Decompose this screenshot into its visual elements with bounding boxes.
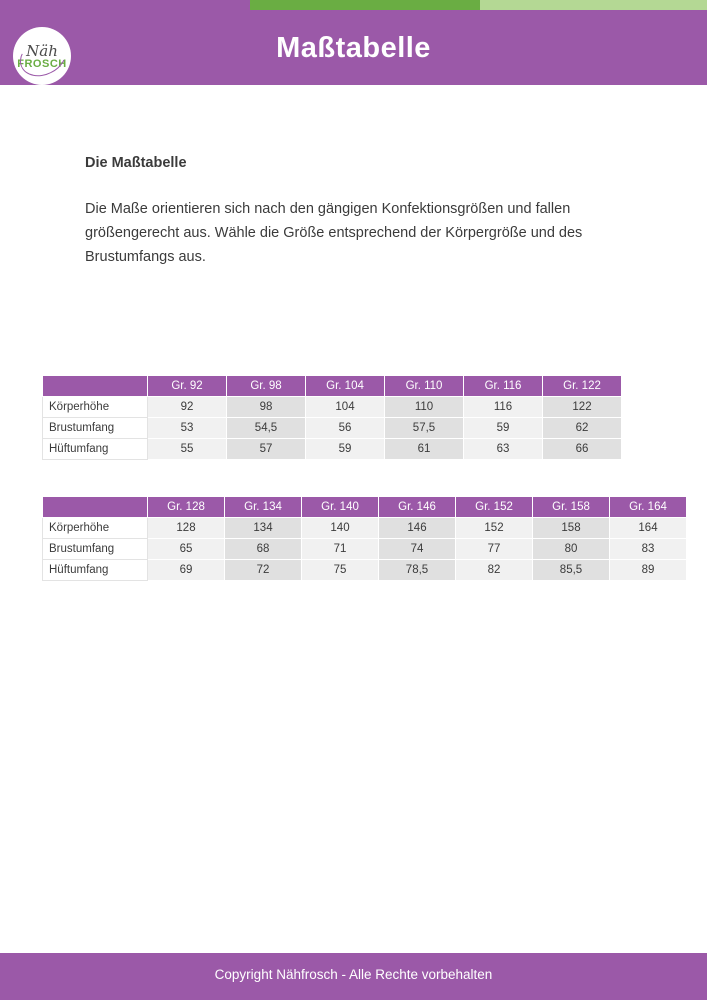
measurement-table-sizes-92-122 <box>42 375 622 460</box>
table-cell: 152 <box>456 518 533 539</box>
table-cell: 57,5 <box>385 418 464 439</box>
measurement-table-sizes-128-164 <box>42 496 687 581</box>
stripe-green-light <box>480 0 707 10</box>
table-cell: 53 <box>148 418 227 439</box>
table-cell: 59 <box>306 439 385 460</box>
column-header: Gr. 104 <box>306 376 385 397</box>
table-corner-cell <box>43 497 148 518</box>
row-label: Körperhöhe <box>43 518 148 539</box>
row-label: Hüftumfang <box>43 560 148 581</box>
table-cell: 69 <box>148 560 225 581</box>
page-footer <box>0 953 707 1000</box>
table-cell: 65 <box>148 539 225 560</box>
table-cell: 61 <box>385 439 464 460</box>
logo-word-text: FROSCH <box>17 58 67 70</box>
table-cell: 55 <box>148 439 227 460</box>
table-cell: 110 <box>385 397 464 418</box>
column-header: Gr. 92 <box>148 376 227 397</box>
table-cell: 71 <box>302 539 379 560</box>
page-header <box>0 10 707 85</box>
table-cell: 56 <box>306 418 385 439</box>
table-cell: 80 <box>533 539 610 560</box>
page-title: Maßtabelle <box>276 32 431 64</box>
table-cell: 62 <box>543 418 622 439</box>
table-header-row <box>43 497 687 518</box>
footer-copyright-text: Copyright Nähfrosch - Alle Rechte vorbehalten <box>214 967 493 982</box>
table-cell: 66 <box>543 439 622 460</box>
table-row <box>43 560 687 581</box>
column-header: Gr. 152 <box>456 497 533 518</box>
table-header-row <box>43 376 622 397</box>
table-cell: 140 <box>302 518 379 539</box>
column-header: Gr. 122 <box>543 376 622 397</box>
table-cell: 89 <box>610 560 687 581</box>
table-cell: 72 <box>225 560 302 581</box>
table-row <box>43 439 622 460</box>
table-row <box>43 397 622 418</box>
row-label: Brustumfang <box>43 539 148 560</box>
table-cell: 85,5 <box>533 560 610 581</box>
table-cell: 74 <box>379 539 456 560</box>
row-label: Brustumfang <box>43 418 148 439</box>
table-cell: 104 <box>306 397 385 418</box>
column-header: Gr. 110 <box>385 376 464 397</box>
table-cell: 92 <box>148 397 227 418</box>
table-cell: 78,5 <box>379 560 456 581</box>
column-header: Gr. 164 <box>610 497 687 518</box>
column-header: Gr. 134 <box>225 497 302 518</box>
table-cell: 68 <box>225 539 302 560</box>
header-accent-stripes <box>0 0 707 10</box>
column-header: Gr. 98 <box>227 376 306 397</box>
row-label: Körperhöhe <box>43 397 148 418</box>
table-cell: 82 <box>456 560 533 581</box>
table-cell: 77 <box>456 539 533 560</box>
intro-paragraph: Die Maße orientieren sich nach den gängigen Konfektionsgrößen und fallen größengerecht aus. Wähle die Größe entsprechend der Körpergröße und des Brustumfangs aus. <box>85 201 583 265</box>
table-cell: 83 <box>610 539 687 560</box>
table-cell: 134 <box>225 518 302 539</box>
table-cell: 164 <box>610 518 687 539</box>
column-header: Gr. 128 <box>148 497 225 518</box>
table-cell: 128 <box>148 518 225 539</box>
table-cell: 158 <box>533 518 610 539</box>
table-corner-cell <box>43 376 148 397</box>
column-header: Gr. 158 <box>533 497 610 518</box>
column-header: Gr. 140 <box>302 497 379 518</box>
table-row <box>43 518 687 539</box>
section-heading: Die Maßtabelle <box>85 155 187 171</box>
row-label: Hüftumfang <box>43 439 148 460</box>
table-cell: 63 <box>464 439 543 460</box>
table-cell: 98 <box>227 397 306 418</box>
table-cell: 57 <box>227 439 306 460</box>
stripe-green-dark <box>250 0 480 10</box>
table-row <box>43 539 687 560</box>
table-cell: 54,5 <box>227 418 306 439</box>
table-cell: 116 <box>464 397 543 418</box>
stripe-purple <box>0 0 250 10</box>
table-cell: 146 <box>379 518 456 539</box>
column-header: Gr. 146 <box>379 497 456 518</box>
table-row <box>43 418 622 439</box>
table-cell: 122 <box>543 397 622 418</box>
table-cell: 75 <box>302 560 379 581</box>
logo-script-text: Näh <box>26 42 58 60</box>
table-cell: 59 <box>464 418 543 439</box>
column-header: Gr. 116 <box>464 376 543 397</box>
